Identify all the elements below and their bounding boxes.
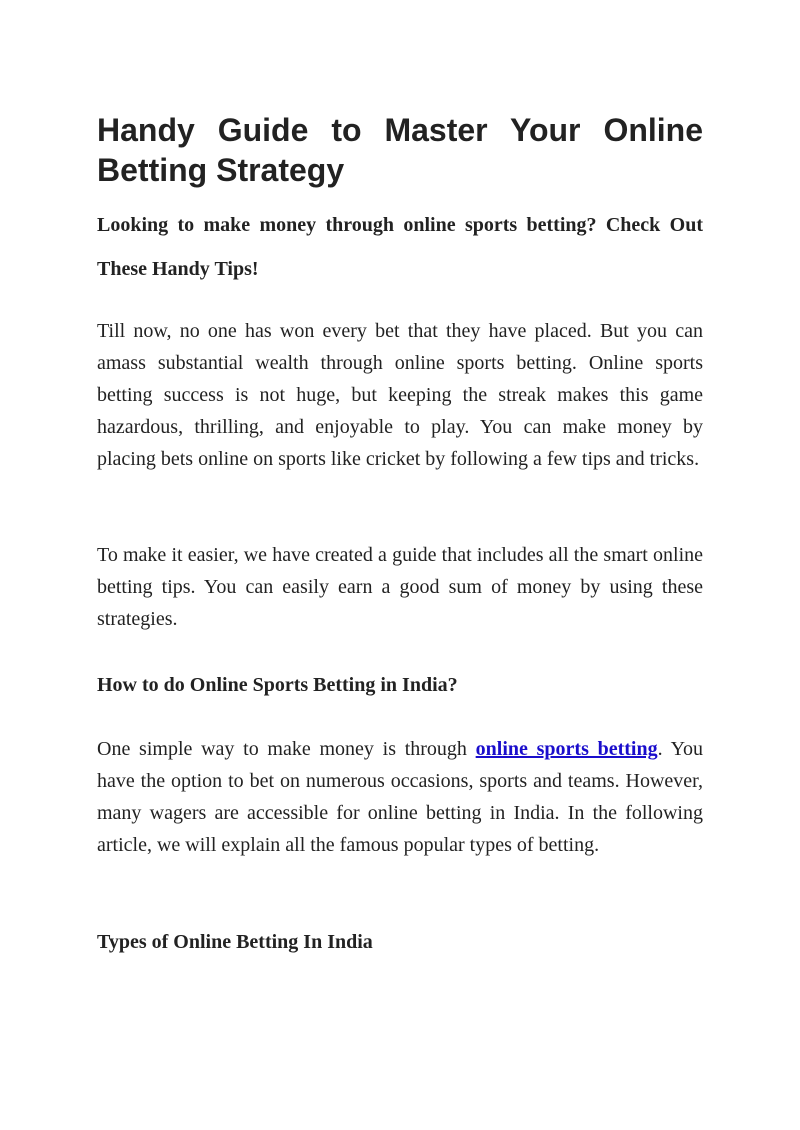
intro-paragraph: Till now, no one has won every bet that they have placed. But you can amass substantial wealth through online sports betting. Online sports betting success is not huge, but keeping the streak makes this game hazardous, thrilling, and enjoyable to play. You can make money by placing bets online on sports like cricket by following a few tips and tricks.	[97, 320, 703, 470]
text-after-link: . You have the option to bet on numerous occasions, sports and teams. However, many wagers are accessible for online betting in India. In the following article, we will explain all the famous popular types of betting.	[97, 738, 704, 856]
text-before-link: One simple way to make money is through	[97, 738, 476, 760]
how-to-paragraph	[97, 733, 703, 861]
guide-paragraph: To make it easier, we have created a guide that includes all the smart online betting tips. You can easily earn a good sum of money by using these strategies.	[97, 544, 703, 630]
document-title: Handy Guide to Master Your Online Betting Strategy	[97, 112, 703, 188]
document-subtitle: Looking to make money through online sports betting? Check Out These Handy Tips!	[97, 214, 703, 280]
section-heading-types: Types of Online Betting In India	[97, 931, 373, 953]
section-heading-how-to: How to do Online Sports Betting in India?	[97, 674, 458, 696]
online-sports-betting-link[interactable]: online sports betting	[475, 738, 658, 760]
